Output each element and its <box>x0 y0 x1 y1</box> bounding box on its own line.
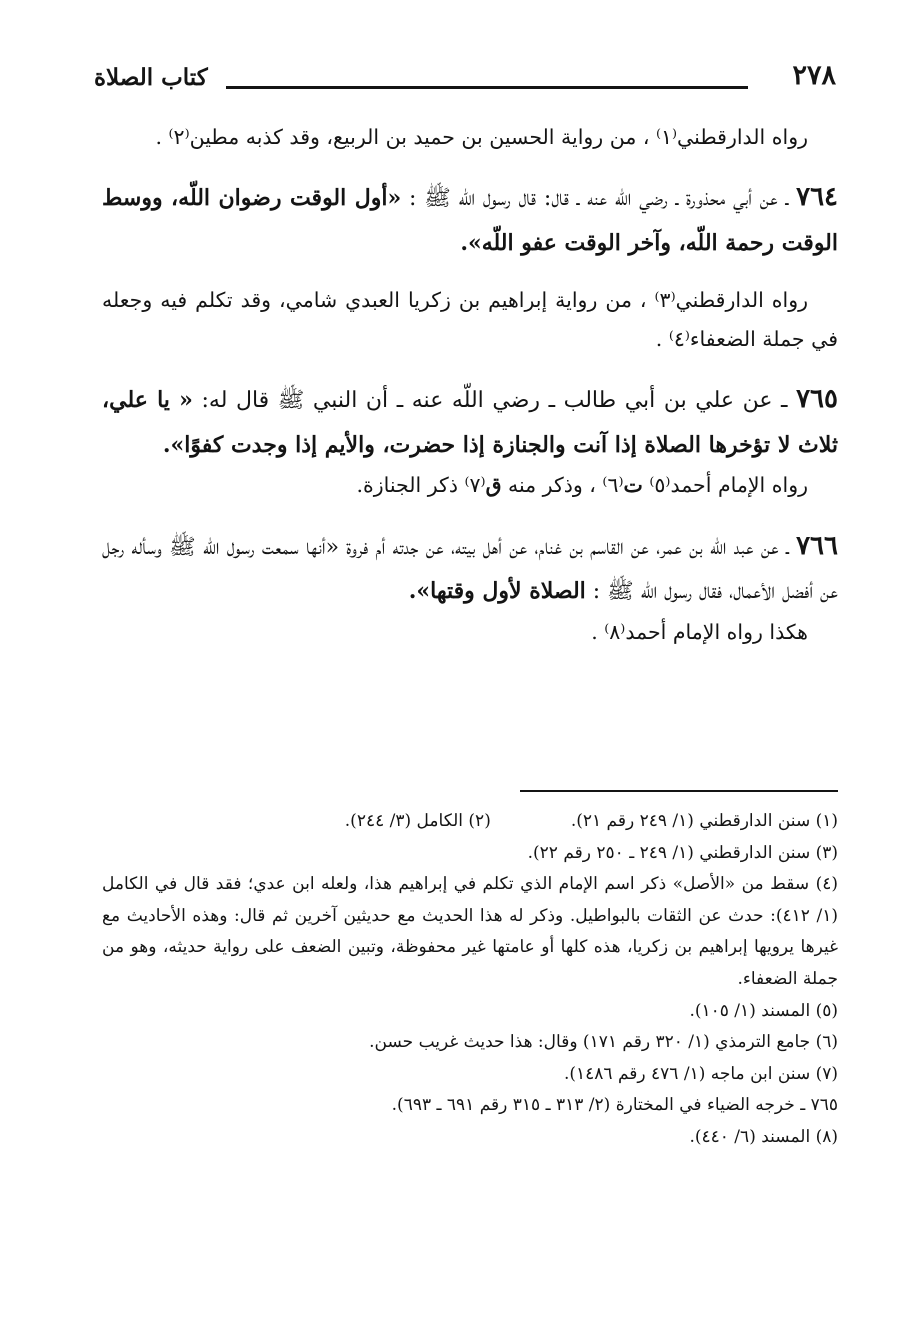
footnote-8: (٨) المسند (٦/ ٤٤٠). <box>689 1127 838 1148</box>
footnote-1: (١) سنن الدارقطني (١/ ٢٤٩ رقم ٢١). <box>570 811 838 831</box>
footnote-4: (٤) سقط من «الأصل» ذكر اسم الإمام الذي تكلم في إبراهيم هذا، ولعله ابن عدي؛ فقد قال في الكامل (١/ ٤١٢): حدث عن الثقات بالبواطيل. وذكر له هذا الحديث مع حديثين آخرين ثم قال: وهذه الأحاديث مع غيرها يرويها إبراهيم بن زكريا، هذه كلها أو عامتها غير محفوظة، وتبين الضعف على رواية حديثه، وهو من جملة الضعفاء. <box>102 874 838 990</box>
commentary-paragraph: هكذا رواه الإمام أحمد⁽٨⁾ . <box>591 620 808 644</box>
hadith-number: ٧٦٤ <box>796 182 839 213</box>
footnote-7: (٧) سنن ابن ماجه (١/ ٤٧٦ رقم ١٤٨٦). <box>563 1063 838 1084</box>
hadith-number: ٧٦٥ <box>796 384 838 415</box>
footnote-2: (٢) الكامل (٣/ ٢٤٤). <box>344 811 491 831</box>
source-text: ⁽٧⁾ ذكر الجنازة. <box>356 473 486 498</box>
ibn-majah-symbol: ق <box>485 473 502 498</box>
hadith-chain: ـ عن عبد اللّه بن عمر، عن القاسم بن غنام، عن أهل بيته، عن جدته أم فروة «أنها سمعت رسول اللّه ﷺ وسأله رجل عن أفضل الأعمال، فقال رسول اللّه ﷺ : <box>102 534 838 605</box>
hadith-chain: ـ عن علي بن أبي طالب ـ رضي اللّه عنه ـ أن النبي ﷺ قال له: <box>192 388 797 414</box>
header-rule <box>226 86 748 89</box>
commentary-paragraph: رواه الدارقطني⁽١⁾ ، من رواية الحسين بن حميد بن الربيع، وقد كذبه مطين⁽٢⁾ . <box>155 125 808 149</box>
footnotes <box>102 790 838 1154</box>
hadith-chain: ـ عن أبي محذورة ـ رضي اللّه عنه ـ قال: قال رسول اللّه ﷺ : <box>401 186 797 212</box>
footnote-separator <box>520 790 838 792</box>
page-header <box>94 58 836 104</box>
running-title: كتاب الصلاة <box>94 64 208 91</box>
footnote-3: (٣) سنن الدارقطني (١/ ٢٤٩ ـ ٢٥٠ رقم ٢٢). <box>527 842 838 863</box>
footnote-765: ٧٦٥ ـ خرجه الضياء في المختارة (٢/ ٣١٣ ـ ٣١٥ رقم ٦٩١ ـ ٦٩٣). <box>391 1095 838 1116</box>
footnote-row <box>102 806 838 838</box>
page-number: ٢٧٨ <box>792 60 836 91</box>
hadith-766 <box>102 522 838 613</box>
hadith-764 <box>102 173 838 264</box>
footnote-5: (٥) المسند (١/ ١٠٥). <box>689 1000 838 1021</box>
source-text: رواه الإمام أحمد⁽٥⁾ <box>642 473 808 498</box>
hadith-number: ٧٦٦ <box>796 530 838 561</box>
commentary-paragraph <box>102 466 838 505</box>
hadith-quote: الصلاة لأول وقتها». <box>408 578 586 605</box>
footnote-6: (٦) جامع الترمذي (١/ ٣٢٠ رقم ١٧١) وقال: هذا حديث غريب حسن. <box>369 1032 838 1053</box>
hadith-quote: « يا علي، ثلاث لا تؤخرها الصلاة إذا آنت والجنازة إذا حضرت، والأيم إذا وجدت كفوًا». <box>102 387 838 458</box>
main-text <box>102 118 838 652</box>
tirmidhi-symbol: ت <box>623 473 643 498</box>
hadith-765 <box>102 375 838 466</box>
hadith-quote: «أول الوقت رضوان اللّه، ووسط الوقت رحمة اللّه، وآخر الوقت عفو اللّه». <box>102 185 838 256</box>
source-text: ⁽٦⁾ ، وذكر منه <box>501 473 624 498</box>
footnote-list <box>102 806 838 1154</box>
commentary-paragraph: رواه الدارقطني⁽٣⁾ ، من رواية إبراهيم بن زكريا العبدي شامي، وقد تكلم فيه وجعله في جملة الضعفاء⁽٤⁾ . <box>102 287 838 351</box>
